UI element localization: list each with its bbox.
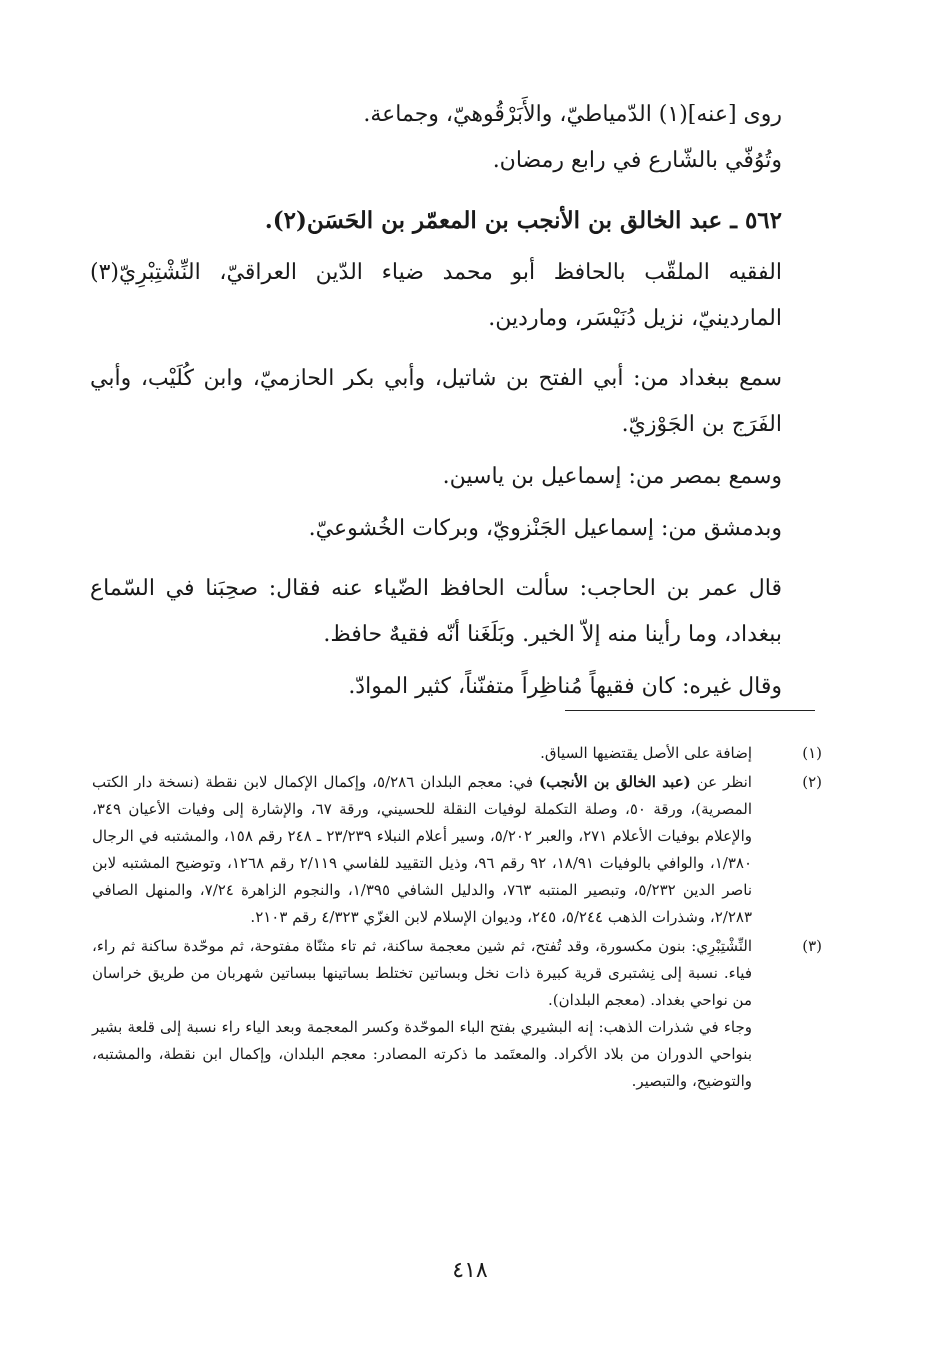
footnote-subject: (عبد الخالق بن الأنجب) (539, 773, 691, 791)
other-quote-line: وقال غيره: كان فقيهاً مُناظِراً متفنّناً، كثير الموادّ. (348, 674, 782, 699)
footnote-prefix: انظر عن (696, 773, 752, 791)
footnote-text: النِّشْتِبْرِي: بنون مكسورة، وقد تُفتح، ثم شين معجمة ساكنة، ثم تاء مثنّاة مفتوحة، ثم موحّدة ساكنة ثم راء، فياء. نسبة إلى نِشتبرى قرية كبيرة ذات نخل وبساتين تختلط بساتينها ببساتين شهربان من طريق خراسان من نواحي بغداد. (معجم البلدان). (92, 937, 752, 1009)
main-text (90, 92, 822, 710)
egypt-teachers-line: وسمع بمصر من: إسماعيل بن ياسين. (442, 464, 782, 489)
footnote-text: في: معجم البلدان ٥/٢٨٦، وإكمال الإكمال لابن نقطة (نسخة دار الكتب المصرية)، ورقة ٥٠، وصلة التكملة لوفيات النقلة للحسيني، ورقة ٦٧، والإشارة إلى وفيات الأعيان ٣٤٩، والإعلام بوفيات الأعلام ٢٧١، والعبر ٥/٢٠٢، وسير أعلام النبلاء ٢٣/٢٣٩ ـ ٢٤٨ رقم ١٥٨، والمشتبه في الرجال ١/٣٨٠، والوافي بالوفيات ١٨/٩١، ٩٢ رقم ٩٦، وذيل التقييد للفاسي ٢/١١٩ رقم ١٢٦٨، وتوضيح المشتبه لابن ناصر الدين ٥/٢٣٢، وتبصير المنتبه ٧٦٣، والدليل الشافي ١/٣٩٥، والنجوم الزاهرة ٧/٢٤، والمنهل الصافي ٢/٢٨٣، وشذرات الذهب ٥/٢٤٤، ٢٤٥، وديوان الإسلام لابن الغزّي ٤/٣٢٣ رقم ٢١٠٣. (92, 773, 753, 926)
narration-line: روى [عنه](١) الدّمياطيّ، والأَبَرْقُوهيّ، وجماعة. (363, 102, 782, 127)
death-line: وتُوُفّي بالشّارع في رابع رمضان. (492, 148, 782, 173)
footnote-separator (565, 710, 815, 711)
footnote-2 (92, 769, 822, 931)
entry-heading: ٥٦٢ ـ عبد الخالق بن الأنجب بن المعمّر بن الحَسَن(٢). (264, 207, 782, 234)
footnote-number: (١) (802, 744, 822, 762)
quote-paragraph: قال عمر بن الحاجب: سألت الحافظ الضّياء عنه فقال: صحِبَنا في السّماع ببغداد، وما رأينا منه إلاّ الخير. وبَلَغَنا أنّه فقيهٌ حافظ. (90, 576, 782, 647)
damascus-teachers-line: وبدمشق من: إسماعيل الجَنْزويّ، وبركات الخُشوعيّ. (308, 516, 782, 541)
footnote-number: (٢) (802, 773, 822, 791)
footnote-text: إضافة على الأصل يقتضيها السياق. (540, 744, 752, 762)
footnotes (92, 740, 822, 1095)
footnote-continuation: وجاء في شذرات الذهب: إنه البشيري بفتح الباء الموحّدة وكسر المعجمة وبعد الياء راء نسبة إلى قلعة بشير بنواحي الدوران من بلاد الأكراد. والمعتَمد ما ذكرته المصادر: معجم البلدان، وإكمال ابن نقطة، والمشتبه، والتوضيح، والتبصير. (92, 1018, 752, 1090)
biography-paragraph: الفقيه الملقّب بالحافظ أبو محمد ضياء الدّين العراقيّ، النِّشْتِبْرِيّ(٣) الماردينيّ، نزيل دُنَيْسَر، وماردين. (90, 260, 782, 331)
footnote-3 (92, 933, 822, 1095)
footnote-number: (٣) (802, 937, 822, 955)
footnote-1 (92, 740, 822, 767)
page-number: ٤١٨ (452, 1258, 488, 1283)
baghdad-teachers-paragraph: سمع ببغداد من: أبي الفتح بن شاتيل، وأبي بكر الحازميّ، وابن كُلَيْب، وأبي الفَرَج بن الجَوْزيّ. (90, 366, 782, 437)
